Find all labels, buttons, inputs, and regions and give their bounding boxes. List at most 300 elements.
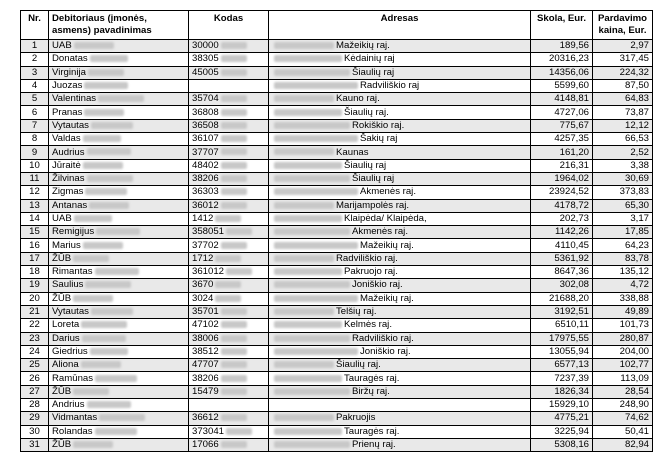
cell-nr-text: 8 bbox=[31, 133, 38, 145]
redacted-block bbox=[226, 428, 252, 435]
cell-code bbox=[189, 159, 269, 172]
redacted-block bbox=[226, 228, 252, 235]
cell-debtor-name bbox=[49, 146, 189, 159]
cell-code bbox=[189, 359, 269, 372]
cell-address bbox=[269, 133, 531, 146]
cell-nr bbox=[21, 239, 49, 252]
cell-nr bbox=[21, 66, 49, 79]
cell-nr bbox=[21, 252, 49, 265]
cell-debt bbox=[531, 319, 593, 332]
cell-debtor-name-text: Remigijus bbox=[52, 226, 95, 238]
redacted-block bbox=[221, 122, 247, 129]
redacted-block bbox=[274, 242, 358, 249]
cell-debtor-name bbox=[49, 133, 189, 146]
cell-code-text: 15479 bbox=[192, 385, 219, 397]
cell-address-text: Radviliškio raj. bbox=[336, 252, 398, 264]
cell-address-text: Biržų raj. bbox=[352, 385, 390, 397]
cell-address-text: Telšių raj. bbox=[336, 306, 377, 318]
cell-address bbox=[269, 292, 531, 305]
table-row bbox=[21, 359, 653, 372]
cell-code bbox=[189, 319, 269, 332]
cell-debt bbox=[531, 93, 593, 106]
cell-price bbox=[593, 212, 653, 225]
cell-code-text: 38206 bbox=[192, 372, 219, 384]
redacted-block bbox=[215, 255, 241, 262]
cell-nr bbox=[21, 106, 49, 119]
cell-nr-text: 24 bbox=[29, 345, 40, 357]
cell-nr bbox=[21, 399, 49, 412]
cell-debt-text: 161,20 bbox=[559, 146, 589, 158]
cell-debtor-name bbox=[49, 292, 189, 305]
cell-price bbox=[593, 146, 653, 159]
cell-price-text: 74,62 bbox=[624, 412, 649, 424]
redacted-block bbox=[83, 242, 123, 249]
cell-debt-text: 775,67 bbox=[559, 119, 589, 131]
cell-code bbox=[189, 372, 269, 385]
cell-price-text: 65,30 bbox=[624, 199, 649, 211]
cell-debt bbox=[531, 412, 593, 425]
cell-address-text: Akmenės raj. bbox=[352, 226, 408, 238]
cell-code bbox=[189, 93, 269, 106]
cell-nr bbox=[21, 40, 49, 53]
redacted-block bbox=[74, 215, 112, 222]
cell-address-text: Mažeikių raj. bbox=[360, 292, 414, 304]
redacted-block bbox=[96, 228, 140, 235]
cell-nr-text: 15 bbox=[29, 226, 40, 238]
redacted-block bbox=[73, 388, 109, 395]
table-row bbox=[21, 66, 653, 79]
cell-code-text: 1712 bbox=[192, 252, 214, 264]
cell-price-text: 12,12 bbox=[624, 119, 649, 131]
cell-debtor-name-text: Audrius bbox=[52, 146, 85, 158]
cell-nr-text: 6 bbox=[31, 106, 38, 118]
cell-code-text: 36508 bbox=[192, 119, 219, 131]
redacted-block bbox=[221, 55, 247, 62]
cell-debtor-name-text: ŽŪB bbox=[52, 292, 72, 304]
table-row bbox=[21, 106, 653, 119]
cell-address bbox=[269, 345, 531, 358]
cell-address bbox=[269, 266, 531, 279]
cell-nr-text: 20 bbox=[29, 292, 40, 304]
cell-debtor-name bbox=[49, 319, 189, 332]
cell-debtor-name-text: ŽŪB bbox=[52, 439, 72, 451]
cell-nr-text: 16 bbox=[29, 239, 40, 251]
cell-price bbox=[593, 305, 653, 318]
cell-debt-text: 5599,60 bbox=[554, 80, 589, 92]
cell-address bbox=[269, 385, 531, 398]
cell-price bbox=[593, 385, 653, 398]
cell-address bbox=[269, 146, 531, 159]
redacted-block bbox=[83, 135, 121, 142]
cell-debt-text: 4257,35 bbox=[554, 133, 589, 145]
cell-debtor-name-text: Vytautas bbox=[52, 306, 89, 318]
cell-address bbox=[269, 279, 531, 292]
cell-price-text: 248,90 bbox=[619, 399, 649, 411]
redacted-block bbox=[81, 361, 121, 368]
cell-nr-text: 5 bbox=[31, 93, 38, 105]
cell-price bbox=[593, 279, 653, 292]
cell-price bbox=[593, 53, 653, 66]
cell-code-text: 36612 bbox=[192, 412, 219, 424]
cell-price-text: 30,69 bbox=[624, 173, 649, 185]
cell-code-text: 37702 bbox=[192, 239, 219, 251]
redacted-block bbox=[215, 281, 241, 288]
redacted-block bbox=[91, 308, 133, 315]
redacted-block bbox=[274, 335, 350, 342]
redacted-block bbox=[221, 348, 247, 355]
redacted-block bbox=[95, 375, 137, 382]
cell-price bbox=[593, 119, 653, 132]
redacted-block bbox=[221, 148, 247, 155]
redacted-block bbox=[221, 335, 247, 342]
cell-price bbox=[593, 79, 653, 92]
header-address: Adresas bbox=[269, 11, 531, 40]
cell-debtor-name bbox=[49, 345, 189, 358]
table-row bbox=[21, 425, 653, 438]
cell-debt-text: 1142,26 bbox=[555, 226, 589, 238]
redacted-block bbox=[73, 441, 113, 448]
cell-price-text: 64,23 bbox=[624, 239, 649, 251]
cell-price-text: 66,53 bbox=[624, 133, 649, 145]
cell-nr-text: 21 bbox=[29, 306, 40, 318]
cell-price-text: 3,17 bbox=[630, 213, 649, 224]
cell-debt bbox=[531, 226, 593, 239]
cell-nr bbox=[21, 412, 49, 425]
cell-debt bbox=[531, 399, 593, 412]
table-row bbox=[21, 332, 653, 345]
redacted-block bbox=[83, 162, 123, 169]
cell-nr bbox=[21, 53, 49, 66]
cell-code bbox=[189, 292, 269, 305]
cell-debt bbox=[531, 252, 593, 265]
redacted-block bbox=[274, 441, 350, 448]
cell-price bbox=[593, 412, 653, 425]
redacted-block bbox=[221, 175, 247, 182]
cell-nr-text: 13 bbox=[29, 199, 40, 211]
cell-price bbox=[593, 172, 653, 185]
redacted-block bbox=[221, 441, 247, 448]
cell-debt-text: 4178,72 bbox=[554, 199, 589, 211]
cell-code bbox=[189, 425, 269, 438]
cell-debtor-name bbox=[49, 305, 189, 318]
cell-nr bbox=[21, 199, 49, 212]
cell-price bbox=[593, 425, 653, 438]
redacted-block bbox=[89, 202, 129, 209]
cell-price-text: 317,45 bbox=[619, 53, 649, 65]
cell-price bbox=[593, 40, 653, 53]
cell-code-text: 35704 bbox=[192, 93, 219, 105]
cell-price bbox=[593, 186, 653, 199]
cell-price bbox=[593, 372, 653, 385]
cell-price-text: 17,85 bbox=[624, 226, 649, 238]
redacted-block bbox=[226, 268, 252, 275]
cell-nr bbox=[21, 159, 49, 172]
cell-nr-text: 30 bbox=[29, 425, 40, 437]
cell-nr-text: 14 bbox=[29, 213, 40, 224]
table-row bbox=[21, 119, 653, 132]
cell-price bbox=[593, 252, 653, 265]
cell-debtor-name-text: Loreta bbox=[52, 319, 80, 331]
redacted-block bbox=[82, 335, 126, 342]
table-row bbox=[21, 412, 653, 425]
redacted-block bbox=[87, 401, 131, 408]
cell-address-text: Šiaulių raj bbox=[344, 159, 387, 171]
table-row bbox=[21, 372, 653, 385]
cell-debtor-name bbox=[49, 372, 189, 385]
redacted-block bbox=[221, 188, 247, 195]
cell-debt bbox=[531, 53, 593, 66]
cell-address bbox=[269, 199, 531, 212]
cell-code-text: 36808 bbox=[192, 106, 219, 118]
cell-code bbox=[189, 106, 269, 119]
cell-debt-text: 13055,94 bbox=[548, 345, 589, 357]
cell-code-text: 48402 bbox=[192, 159, 219, 171]
cell-address-text: Tauragės raj. bbox=[344, 425, 400, 437]
redacted-block bbox=[221, 135, 247, 142]
cell-address bbox=[269, 186, 531, 199]
cell-address bbox=[269, 305, 531, 318]
redacted-block bbox=[215, 215, 241, 222]
cell-address-text: Klaipėda/ Klaipėda, bbox=[344, 213, 427, 224]
cell-debt bbox=[531, 172, 593, 185]
table-row bbox=[21, 186, 653, 199]
cell-debtor-name bbox=[49, 159, 189, 172]
cell-debtor-name-text: Žilvinas bbox=[52, 173, 85, 185]
cell-nr-text: 11 bbox=[29, 173, 40, 185]
cell-price-text: 373,83 bbox=[619, 186, 649, 198]
cell-code-text: 358051 bbox=[192, 226, 225, 238]
cell-address bbox=[269, 93, 531, 106]
cell-debt bbox=[531, 133, 593, 146]
cell-nr bbox=[21, 146, 49, 159]
cell-debt bbox=[531, 186, 593, 199]
cell-address bbox=[269, 40, 531, 53]
redacted-block bbox=[274, 109, 342, 116]
cell-price bbox=[593, 159, 653, 172]
table-row bbox=[21, 279, 653, 292]
cell-debt-text: 216,31 bbox=[559, 159, 589, 171]
cell-debtor-name-text: Valdas bbox=[52, 133, 81, 145]
cell-debt-text: 1826,34 bbox=[554, 385, 589, 397]
cell-code bbox=[189, 226, 269, 239]
cell-address-text: Pakruojo raj. bbox=[344, 266, 398, 278]
table-row bbox=[21, 199, 653, 212]
cell-debt-text: 189,56 bbox=[559, 40, 589, 52]
cell-address bbox=[269, 159, 531, 172]
cell-debtor-name bbox=[49, 199, 189, 212]
cell-nr-text: 9 bbox=[31, 146, 38, 158]
cell-nr-text: 7 bbox=[31, 119, 38, 131]
cell-nr-text: 2 bbox=[31, 53, 38, 65]
redacted-block bbox=[274, 255, 334, 262]
cell-address-text: Šiaulių raj bbox=[352, 173, 395, 185]
redacted-block bbox=[274, 135, 358, 142]
cell-address-text: Kelmės raj. bbox=[344, 319, 392, 331]
cell-address bbox=[269, 172, 531, 185]
cell-nr bbox=[21, 93, 49, 106]
header-nr: Nr. bbox=[21, 11, 49, 40]
cell-nr-text: 17 bbox=[29, 252, 40, 264]
cell-code bbox=[189, 53, 269, 66]
cell-debt bbox=[531, 266, 593, 279]
cell-address bbox=[269, 372, 531, 385]
redacted-block bbox=[221, 321, 247, 328]
table-row bbox=[21, 93, 653, 106]
redacted-block bbox=[98, 95, 144, 102]
cell-price bbox=[593, 292, 653, 305]
cell-code-text: 1412 bbox=[192, 213, 214, 224]
cell-code bbox=[189, 332, 269, 345]
redacted-block bbox=[85, 281, 131, 288]
table-row bbox=[21, 252, 653, 265]
cell-address-text: Šiaulių raj bbox=[352, 66, 395, 78]
redacted-block bbox=[91, 122, 133, 129]
cell-debt bbox=[531, 372, 593, 385]
table-row bbox=[21, 266, 653, 279]
table-row bbox=[21, 239, 653, 252]
header-price: Pardavimo kaina, Eur. bbox=[593, 11, 653, 40]
header-code: Kodas bbox=[189, 11, 269, 40]
cell-address bbox=[269, 359, 531, 372]
cell-debt bbox=[531, 199, 593, 212]
cell-code-text: 36107 bbox=[192, 133, 219, 145]
cell-price-text: 83,78 bbox=[624, 252, 649, 264]
cell-code-text: 17066 bbox=[192, 439, 219, 451]
cell-debtor-name-text: Zigmas bbox=[52, 186, 84, 198]
cell-address-text: Radviliškio raj bbox=[360, 80, 420, 92]
cell-price bbox=[593, 199, 653, 212]
cell-debt bbox=[531, 359, 593, 372]
redacted-block bbox=[84, 109, 124, 116]
cell-debt bbox=[531, 292, 593, 305]
cell-address bbox=[269, 319, 531, 332]
redacted-block bbox=[274, 268, 342, 275]
redacted-block bbox=[88, 69, 124, 76]
cell-debtor-name-text: UAB bbox=[52, 40, 72, 52]
cell-debtor-name bbox=[49, 93, 189, 106]
cell-debt bbox=[531, 66, 593, 79]
cell-price bbox=[593, 93, 653, 106]
redacted-block bbox=[274, 414, 334, 421]
cell-debtor-name-text: Aliona bbox=[52, 359, 79, 371]
redacted-block bbox=[274, 82, 358, 89]
redacted-block bbox=[221, 95, 247, 102]
cell-debt bbox=[531, 345, 593, 358]
cell-debtor-name bbox=[49, 212, 189, 225]
cell-debtor-name bbox=[49, 425, 189, 438]
redacted-block bbox=[221, 375, 247, 382]
cell-address bbox=[269, 399, 531, 412]
redacted-block bbox=[221, 414, 247, 421]
cell-nr-text: 22 bbox=[29, 319, 40, 331]
cell-debtor-name-text: Rimantas bbox=[52, 266, 93, 278]
cell-address bbox=[269, 66, 531, 79]
cell-price-text: 101,73 bbox=[619, 319, 649, 331]
redacted-block bbox=[274, 55, 342, 62]
cell-debtor-name bbox=[49, 412, 189, 425]
cell-address bbox=[269, 425, 531, 438]
redacted-block bbox=[274, 162, 342, 169]
cell-code bbox=[189, 279, 269, 292]
cell-nr-text: 3 bbox=[31, 66, 38, 78]
cell-price-text: 135,12 bbox=[619, 266, 649, 278]
cell-address-text: Joniškio raj. bbox=[360, 345, 411, 357]
cell-debtor-name bbox=[49, 359, 189, 372]
cell-code-text: 36303 bbox=[192, 186, 219, 198]
cell-price bbox=[593, 399, 653, 412]
cell-debt-text: 8647,36 bbox=[554, 266, 589, 278]
cell-debtor-name bbox=[49, 252, 189, 265]
cell-address bbox=[269, 53, 531, 66]
cell-debtor-name-text: Antanas bbox=[52, 199, 88, 211]
cell-debtor-name-text: Rolandas bbox=[52, 425, 93, 437]
cell-price-text: 2,52 bbox=[630, 146, 649, 158]
cell-nr-text: 27 bbox=[29, 385, 40, 397]
cell-address bbox=[269, 212, 531, 225]
cell-debt-text: 15929,10 bbox=[548, 399, 589, 411]
cell-address-text: Radviliškio raj. bbox=[352, 332, 414, 344]
cell-debtor-name bbox=[49, 106, 189, 119]
cell-debt-text: 4775,21 bbox=[554, 412, 589, 424]
cell-address bbox=[269, 412, 531, 425]
cell-debtor-name-text: Saulius bbox=[52, 279, 84, 291]
redacted-block bbox=[90, 348, 128, 355]
cell-nr-text: 12 bbox=[29, 186, 40, 198]
table-row bbox=[21, 212, 653, 225]
redacted-block bbox=[274, 175, 350, 182]
cell-nr bbox=[21, 186, 49, 199]
cell-code bbox=[189, 133, 269, 146]
redacted-block bbox=[90, 55, 128, 62]
redacted-block bbox=[274, 295, 358, 302]
cell-address-text: Tauragės raj. bbox=[344, 372, 400, 384]
redacted-block bbox=[274, 95, 334, 102]
cell-code bbox=[189, 399, 269, 412]
cell-debtor-name-text: Ramūnas bbox=[52, 372, 94, 384]
cell-price-text: 4,72 bbox=[630, 279, 649, 291]
cell-debtor-name bbox=[49, 79, 189, 92]
cell-price bbox=[593, 359, 653, 372]
cell-code-text: 45005 bbox=[192, 66, 219, 78]
cell-debt-text: 5308,16 bbox=[554, 439, 589, 451]
cell-nr-text: 18 bbox=[29, 266, 40, 278]
cell-price bbox=[593, 345, 653, 358]
cell-debt bbox=[531, 159, 593, 172]
redacted-block bbox=[221, 109, 247, 116]
cell-price-text: 64,83 bbox=[624, 93, 649, 105]
cell-debt bbox=[531, 385, 593, 398]
redacted-block bbox=[274, 375, 342, 382]
cell-nr-text: 1 bbox=[31, 40, 38, 52]
cell-code bbox=[189, 146, 269, 159]
cell-code bbox=[189, 212, 269, 225]
cell-debt-text: 4110,45 bbox=[555, 239, 589, 251]
cell-debt bbox=[531, 79, 593, 92]
cell-nr bbox=[21, 279, 49, 292]
cell-debt bbox=[531, 119, 593, 132]
cell-debtor-name-text: Juozas bbox=[52, 80, 83, 92]
cell-code bbox=[189, 266, 269, 279]
cell-address-text: Prienų raj. bbox=[352, 439, 396, 451]
cell-code bbox=[189, 79, 269, 92]
cell-code bbox=[189, 305, 269, 318]
cell-nr-text: 10 bbox=[29, 159, 40, 171]
cell-code-text: 3024 bbox=[192, 292, 214, 304]
redacted-block bbox=[221, 42, 247, 49]
cell-code-text: 373041 bbox=[192, 425, 225, 437]
redacted-block bbox=[221, 242, 247, 249]
cell-address bbox=[269, 119, 531, 132]
